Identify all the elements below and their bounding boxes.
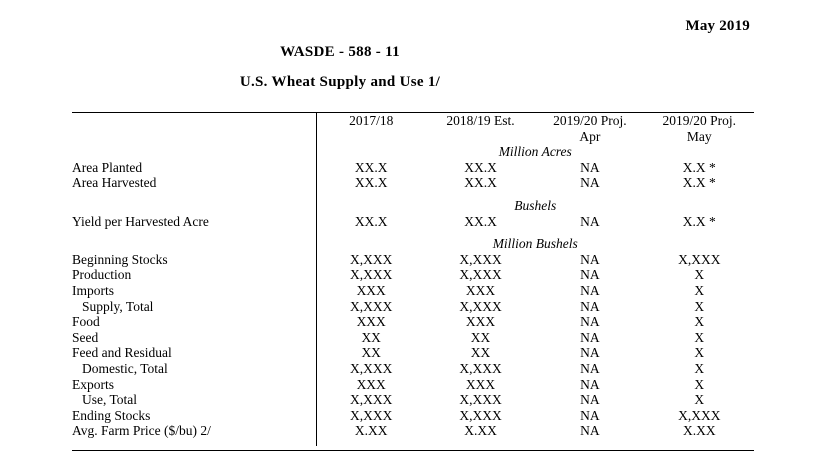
cell-value: X,XXX xyxy=(459,298,502,314)
wasde-table-container xyxy=(72,112,754,451)
table-row xyxy=(72,267,754,283)
cell-value: NA xyxy=(580,407,600,423)
cell-value: NA xyxy=(580,360,600,376)
cell-value: XX.X xyxy=(354,159,388,175)
row-label: Supply, Total xyxy=(72,299,316,315)
section-spacer-cell xyxy=(72,191,316,198)
cell-value: X.X * xyxy=(682,213,716,229)
cell-value: X.XX xyxy=(464,423,497,439)
wheat-supply-use-table xyxy=(72,113,754,446)
cell-value: NA xyxy=(580,345,600,361)
cell-value: XX.X xyxy=(354,213,388,229)
unit-label: Million Acres xyxy=(498,144,572,160)
cell-value: X,XXX xyxy=(678,251,721,267)
cell-value: X xyxy=(694,329,705,345)
column-header-4-bottom: May xyxy=(686,128,712,144)
column-header-3-top: 2019/20 Proj. xyxy=(553,113,627,128)
table-row xyxy=(72,361,754,377)
cell-value: NA xyxy=(580,282,600,298)
table-row xyxy=(72,330,754,346)
cell-value: X,XXX xyxy=(350,267,393,283)
cell-value: XX xyxy=(361,345,381,361)
cell-value: X.XX xyxy=(354,423,388,439)
cell-value: NA xyxy=(580,298,600,314)
cell-value: X,XXX xyxy=(459,407,502,423)
cell-value: X.X * xyxy=(682,175,716,191)
cell-value: NA xyxy=(580,392,600,408)
table-end-spacer-cell-right xyxy=(316,439,754,446)
cell-value: X xyxy=(694,314,705,330)
cell-value: X,XXX xyxy=(459,392,502,408)
row-label: Seed xyxy=(72,330,316,346)
cell-value: NA xyxy=(580,329,600,345)
table-row xyxy=(72,214,754,230)
cell-value: XXX xyxy=(465,314,496,330)
column-header-1-top: 2017/18 xyxy=(349,113,394,128)
row-label-header-sub xyxy=(72,129,316,145)
cell-value: NA xyxy=(580,251,600,267)
row-label: Avg. Farm Price ($/bu) 2/ xyxy=(72,423,316,439)
cell-value: XXX xyxy=(356,314,386,330)
cell-value: NA xyxy=(580,159,600,175)
cell-value: X xyxy=(694,298,705,314)
table-row xyxy=(72,423,754,439)
table-row xyxy=(72,283,754,299)
section-spacer-cell-right xyxy=(316,191,754,198)
cell-value: X,XXX xyxy=(678,407,721,423)
column-header-4-top: 2019/20 Proj. xyxy=(662,113,737,128)
cell-value: X,XXX xyxy=(350,360,393,376)
cell-value: X xyxy=(694,267,705,283)
section-spacer-cell-right xyxy=(316,229,754,236)
section-spacer xyxy=(72,191,754,198)
table-end-spacer xyxy=(72,439,754,446)
cell-value: X,XXX xyxy=(459,251,502,267)
table-row xyxy=(72,252,754,268)
header-row-bottom xyxy=(72,129,754,145)
column-header-2-bottom xyxy=(426,129,535,145)
cell-value: X,XXX xyxy=(350,392,393,408)
cell-value: NA xyxy=(580,376,600,392)
table-row xyxy=(72,392,754,408)
section-spacer-cell xyxy=(72,229,316,236)
cell-value: XX xyxy=(470,329,491,345)
report-date: May 2019 xyxy=(685,18,750,34)
row-label-header xyxy=(72,113,316,129)
unit-label: Million Bushels xyxy=(492,236,578,252)
row-label: Production xyxy=(72,267,316,283)
unit-row-spacer xyxy=(72,236,316,252)
cell-value: X xyxy=(694,376,705,392)
cell-value: NA xyxy=(580,213,600,229)
page-title: U.S. Wheat Supply and Use 1/ xyxy=(239,74,441,90)
cell-value: XX xyxy=(361,329,381,345)
cell-value: X.X * xyxy=(682,159,716,175)
table-row xyxy=(72,345,754,361)
table-row xyxy=(72,299,754,315)
row-label: Domestic, Total xyxy=(72,361,316,377)
table-bottom-rule xyxy=(72,450,754,451)
cell-value: XX.X xyxy=(464,213,497,229)
cell-value: XXX xyxy=(356,282,386,298)
table-row xyxy=(72,160,754,176)
cell-value: NA xyxy=(580,314,600,330)
unit-row xyxy=(72,236,754,252)
unit-row-spacer xyxy=(72,144,316,160)
row-label: Use, Total xyxy=(72,392,316,408)
cell-value: X xyxy=(694,282,705,298)
table-row xyxy=(72,314,754,330)
cell-value: NA xyxy=(580,423,600,439)
row-label: Area Harvested xyxy=(72,175,316,191)
table-body xyxy=(72,144,754,446)
cell-value: X xyxy=(694,345,705,361)
table-row xyxy=(72,408,754,424)
row-label: Area Planted xyxy=(72,160,316,176)
unit-row-spacer xyxy=(72,198,316,214)
cell-value: NA xyxy=(580,267,600,283)
cell-value: X,XXX xyxy=(350,251,393,267)
column-header-3-bottom: Apr xyxy=(579,128,601,144)
unit-row xyxy=(72,144,754,160)
cell-value: XX.X xyxy=(464,159,497,175)
row-label: Beginning Stocks xyxy=(72,252,316,268)
cell-value: X,XXX xyxy=(459,360,502,376)
cell-value: X.XX xyxy=(682,423,716,439)
table-end-spacer-cell xyxy=(72,439,316,446)
header-row-top xyxy=(72,113,754,129)
cell-value: XX.X xyxy=(464,175,497,191)
report-id: WASDE - 588 - 11 xyxy=(280,44,400,60)
cell-value: X,XXX xyxy=(350,407,393,423)
cell-value: XXX xyxy=(465,282,496,298)
cell-value: NA xyxy=(580,175,600,191)
cell-value: XX xyxy=(470,345,491,361)
unit-row xyxy=(72,198,754,214)
cell-value: XXX xyxy=(356,376,386,392)
column-header-2-top: 2018/19 Est. xyxy=(446,113,515,128)
row-label: Exports xyxy=(72,377,316,393)
cell-value: X,XXX xyxy=(350,298,393,314)
row-label: Food xyxy=(72,314,316,330)
cell-value: XXX xyxy=(465,376,496,392)
table-row xyxy=(72,175,754,191)
table-row xyxy=(72,377,754,393)
unit-label: Bushels xyxy=(514,197,557,213)
cell-value: X xyxy=(694,392,705,408)
row-label: Ending Stocks xyxy=(72,408,316,424)
table-head xyxy=(72,113,754,144)
cell-value: X xyxy=(694,360,705,376)
column-header-1-bottom xyxy=(316,129,426,145)
row-label: Imports xyxy=(72,283,316,299)
row-label: Yield per Harvested Acre xyxy=(72,214,316,230)
row-label: Feed and Residual xyxy=(72,345,316,361)
section-spacer xyxy=(72,229,754,236)
cell-value: XX.X xyxy=(354,175,388,191)
cell-value: X,XXX xyxy=(459,267,502,283)
